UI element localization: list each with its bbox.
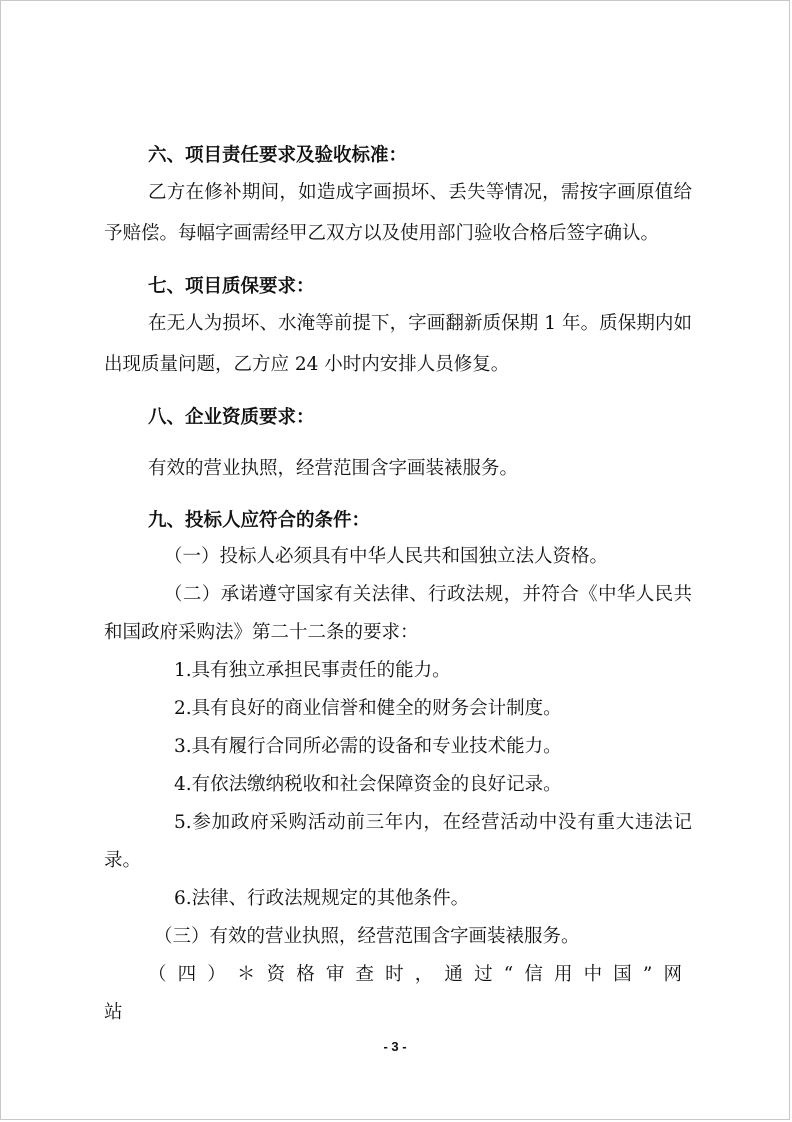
section-9-sub-1: 1.具有独立承担民事责任的能力。 (174, 659, 451, 681)
section-8-heading: 八、企业资质要求： (148, 407, 315, 428)
section-9-item-4: （四）＊资格审查时，通过“信用中国”网站 (104, 963, 692, 1023)
section-9-sub-3: 3.具有履行合同所必需的设备和专业技术能力。 (174, 735, 562, 757)
section-7-heading: 七、项目质保要求： (148, 276, 315, 297)
section-8-body: 有效的营业执照，经营范围含字画装裱服务。 (148, 458, 519, 479)
section-9-sub-2: 2.具有良好的商业信誉和健全的财务会计制度。 (174, 697, 562, 719)
page-number: - 3 - (383, 1039, 407, 1054)
section-9-item-3: （三）有效的营业执照，经营范围含字画装裱服务。 (154, 925, 580, 947)
section-9-item-1: （一）投标人必须具有中华人民共和国独立法人资格。 (164, 545, 609, 567)
section-9-item-2: （二）承诺遵守国家有关法律、行政法规，并符合《中华人民共和国政府采购法》第二十二条的要求： (104, 583, 692, 643)
section-9-sub-5: 5.参加政府采购活动前三年内，在经营活动中没有重大违法记录。 (104, 811, 692, 871)
section-9-sub-4: 4.有依法缴纳税收和社会保障资金的良好记录。 (174, 773, 562, 795)
section-6-heading: 六、项目责任要求及验收标准： (148, 145, 408, 166)
section-7-body: 在无人为损坏、水淹等前提下，字画翻新质保期 1 年。质保期内如出现质量问题，乙方应 24 小时内安排人员修复。 (104, 313, 692, 375)
section-9-heading: 九、投标人应符合的条件： (148, 509, 371, 531)
section-6-body: 乙方在修补期间，如造成字画损坏、丢失等情况，需按字画原值给予赔偿。每幅字画需经甲乙双方以及使用部门验收合格后签字确认。 (104, 182, 692, 244)
section-9-sub-6: 6.法律、行政法规规定的其他条件。 (174, 887, 470, 909)
page-content (104, 139, 692, 1032)
